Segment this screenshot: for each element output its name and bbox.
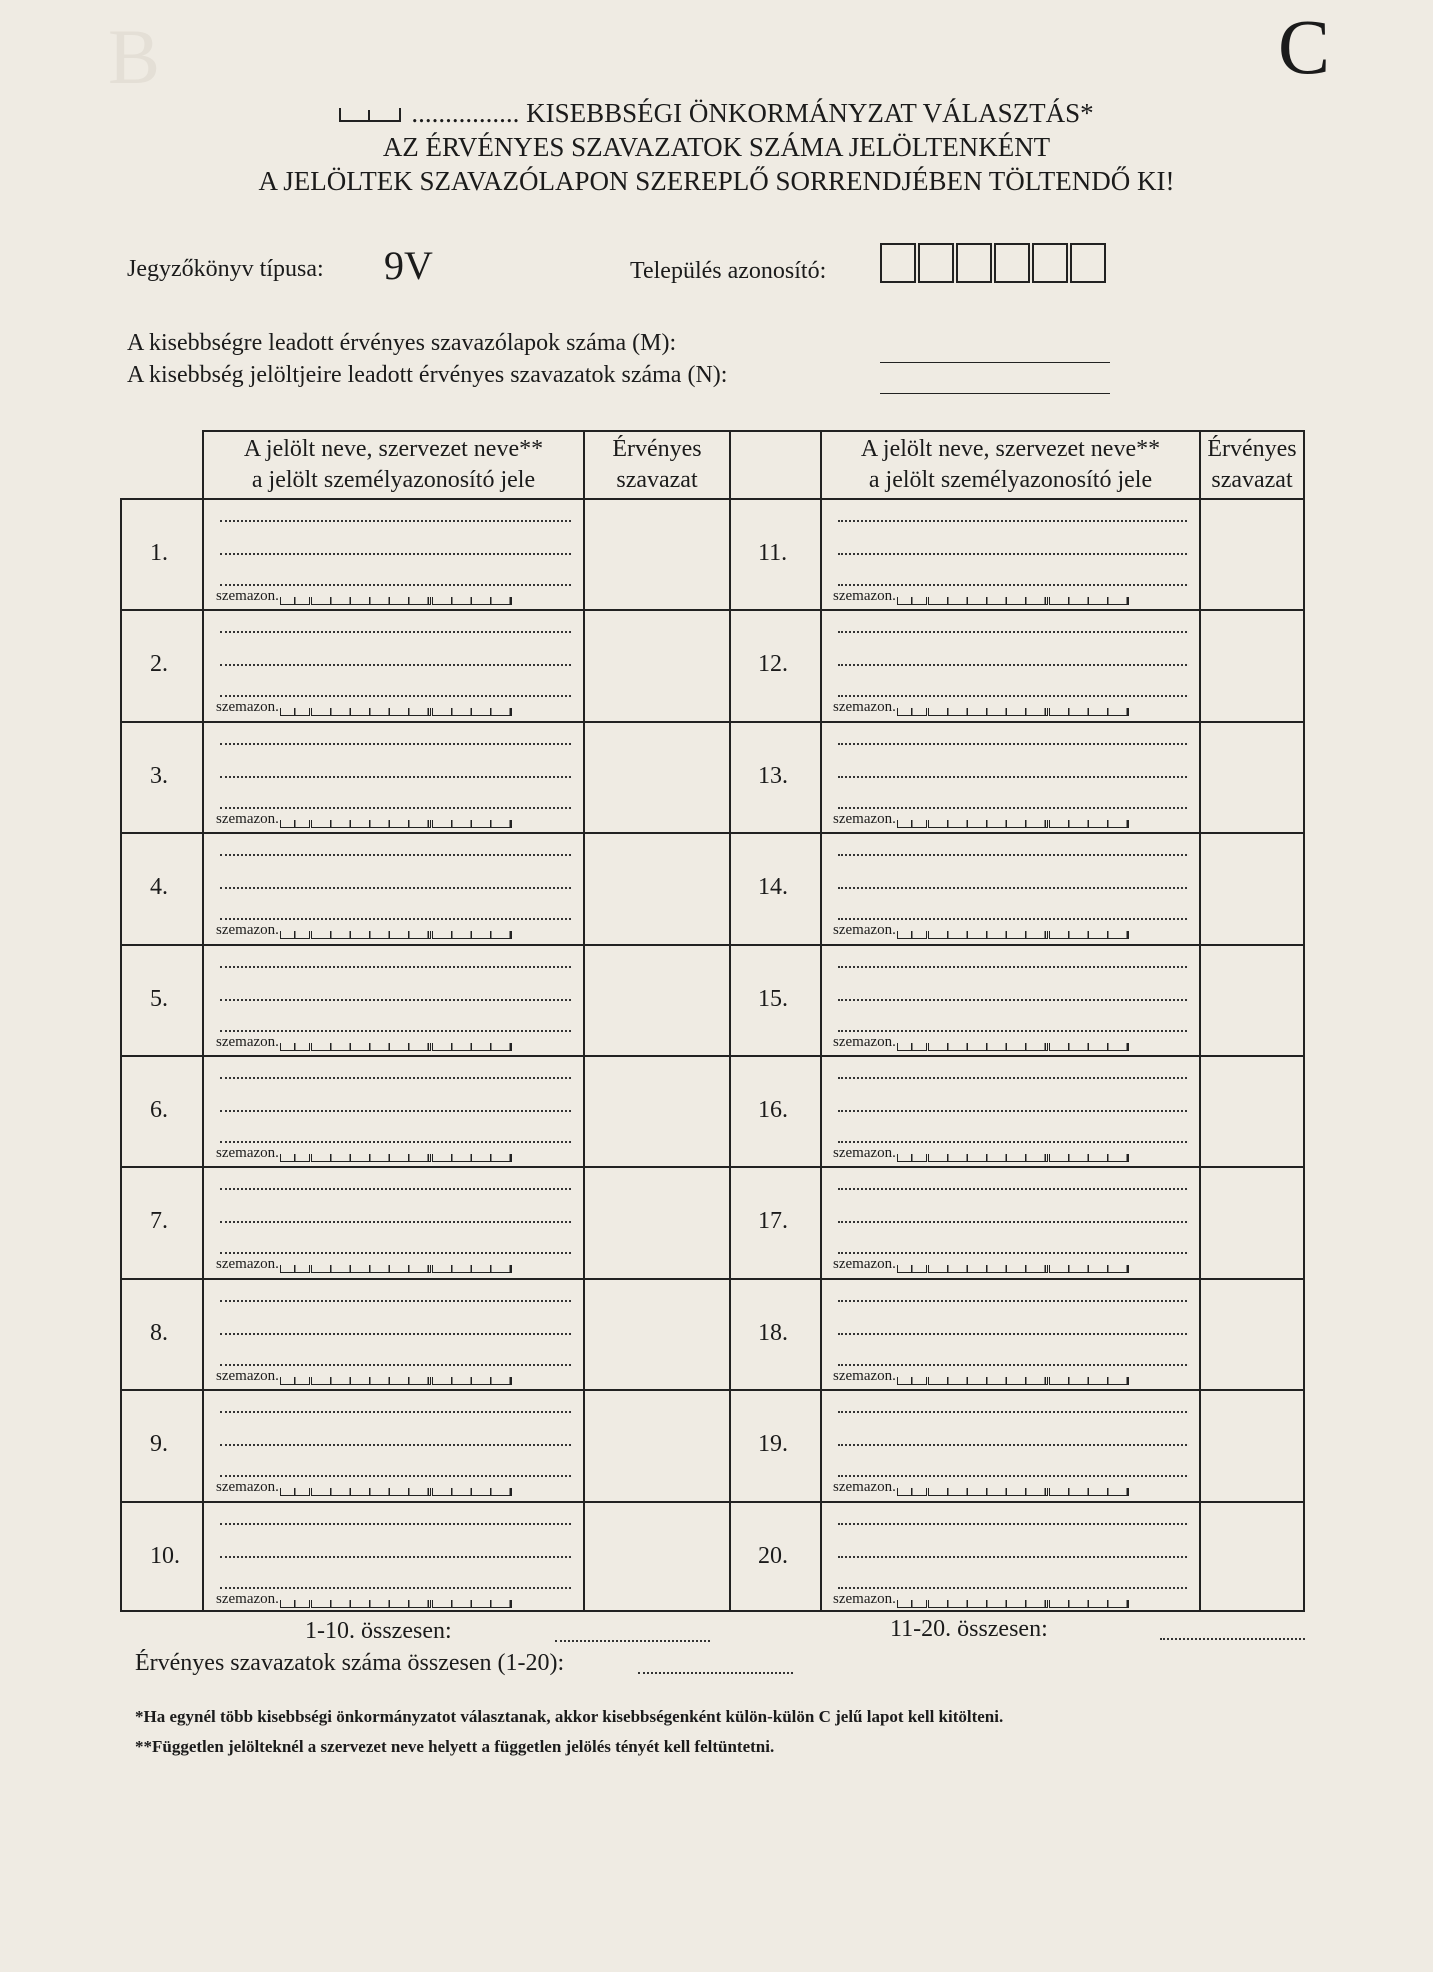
szemazon-label: szemazon.: [833, 699, 896, 715]
settlement-id-boxes[interactable]: [880, 243, 1106, 283]
candidate-name-line[interactable]: [838, 854, 1187, 856]
personal-id-field[interactable]: [216, 1479, 512, 1496]
protocol-type-label: Jegyzőkönyv típusa:: [127, 256, 324, 282]
candidate-name-line[interactable]: [838, 999, 1187, 1001]
candidate-name-line[interactable]: [220, 1475, 571, 1477]
candidate-name-line[interactable]: [838, 1221, 1187, 1223]
form-letter: C: [1278, 3, 1331, 90]
personal-id-boxes[interactable]: [897, 708, 927, 716]
candidate-name-line[interactable]: [838, 966, 1187, 968]
personal-id-boxes[interactable]: [1049, 1265, 1129, 1273]
personal-id-field[interactable]: [833, 1368, 1129, 1385]
personal-id-boxes[interactable]: [1049, 1377, 1129, 1385]
personal-id-boxes[interactable]: [928, 931, 1048, 939]
valid-votes-cell[interactable]: [585, 1057, 727, 1164]
row-number: 11.: [758, 540, 788, 566]
personal-id-field[interactable]: [216, 1368, 512, 1385]
candidate-name-line[interactable]: [220, 1444, 571, 1446]
header-votes-line-2: szavazat: [1211, 467, 1293, 493]
valid-votes-cell[interactable]: [1201, 834, 1303, 941]
szemazon-label: szemazon.: [216, 1479, 279, 1495]
total-11-20-label: 11-20. összesen:: [890, 1616, 1048, 1642]
personal-id-boxes[interactable]: [311, 708, 431, 716]
candidate-name-line[interactable]: [838, 743, 1187, 745]
candidate-name-line[interactable]: [838, 1141, 1187, 1143]
candidate-name-line[interactable]: [838, 1556, 1187, 1558]
personal-id-field[interactable]: [216, 1591, 512, 1608]
szemazon-label: szemazon.: [833, 588, 896, 604]
row-number: 1.: [150, 540, 168, 566]
valid-votes-cell[interactable]: [585, 723, 727, 830]
personal-id-field[interactable]: [216, 1034, 512, 1051]
szemazon-label: szemazon.: [216, 588, 279, 604]
settlement-id-label: Település azonosító:: [630, 258, 827, 284]
candidate-name-line[interactable]: [220, 631, 571, 633]
candidate-name-line[interactable]: [220, 807, 571, 809]
personal-id-field[interactable]: [833, 1034, 1129, 1051]
candidate-name-line[interactable]: [220, 1030, 571, 1032]
row-number: 2.: [150, 651, 168, 677]
personal-id-boxes[interactable]: [311, 1043, 431, 1051]
personal-id-boxes[interactable]: [897, 1043, 927, 1051]
header-votes-left: [585, 434, 729, 496]
szemazon-label: szemazon.: [216, 1034, 279, 1050]
header-candidate-right: [822, 434, 1199, 496]
minority-code-box[interactable]: [339, 108, 401, 122]
row-number: 16.: [758, 1097, 788, 1123]
row-number: 3.: [150, 763, 168, 789]
personal-id-boxes[interactable]: [897, 1488, 927, 1496]
candidate-name-line[interactable]: [838, 664, 1187, 666]
szemazon-label: szemazon.: [833, 1368, 896, 1384]
personal-id-boxes[interactable]: [280, 1600, 310, 1608]
personal-id-field[interactable]: [216, 1256, 512, 1273]
szemazon-label: szemazon.: [833, 811, 896, 827]
personal-id-boxes[interactable]: [1049, 1600, 1129, 1608]
settlement-id-box[interactable]: [918, 243, 954, 283]
personal-id-field[interactable]: [216, 922, 512, 939]
personal-id-boxes[interactable]: [928, 1488, 1048, 1496]
valid-votes-cell[interactable]: [585, 946, 727, 1053]
personal-id-boxes[interactable]: [311, 1600, 431, 1608]
personal-id-boxes[interactable]: [280, 931, 310, 939]
szemazon-label: szemazon.: [216, 1591, 279, 1607]
personal-id-boxes[interactable]: [897, 1377, 927, 1385]
personal-id-field[interactable]: [833, 811, 1129, 828]
row-number: 13.: [758, 763, 788, 789]
row-number: 15.: [758, 986, 788, 1012]
szemazon-label: szemazon.: [833, 1256, 896, 1272]
personal-id-boxes[interactable]: [928, 597, 1048, 605]
personal-id-boxes[interactable]: [897, 1600, 927, 1608]
candidate-name-line[interactable]: [220, 918, 571, 920]
personal-id-boxes[interactable]: [897, 597, 927, 605]
personal-id-boxes[interactable]: [311, 597, 431, 605]
personal-id-boxes[interactable]: [311, 1488, 431, 1496]
candidate-name-line[interactable]: [220, 887, 571, 889]
valid-votes-cell[interactable]: [1201, 723, 1303, 830]
valid-votes-cell[interactable]: [1201, 1280, 1303, 1387]
valid-votes-cell[interactable]: [585, 1168, 727, 1275]
header-name-line-2: a jelölt személyazonosító jele: [251, 467, 536, 493]
settlement-id-box[interactable]: [1032, 243, 1068, 283]
candidate-name-line[interactable]: [838, 1523, 1187, 1525]
szemazon-label: szemazon.: [833, 1145, 896, 1161]
personal-id-boxes[interactable]: [928, 1600, 1048, 1608]
szemazon-label: szemazon.: [833, 1034, 896, 1050]
candidate-name-line[interactable]: [838, 1252, 1187, 1254]
candidate-name-line[interactable]: [220, 1333, 571, 1335]
candidate-name-line[interactable]: [220, 1141, 571, 1143]
candidate-name-line[interactable]: [220, 664, 571, 666]
personal-id-field[interactable]: [833, 922, 1129, 939]
personal-id-boxes[interactable]: [280, 1154, 310, 1162]
header-votes-line-2: szavazat: [616, 467, 698, 493]
valid-votes-cell[interactable]: [585, 1280, 727, 1387]
personal-id-boxes[interactable]: [897, 1154, 927, 1162]
personal-id-boxes[interactable]: [432, 1154, 512, 1162]
row-number: 18.: [758, 1320, 788, 1346]
header-name-line-2: a jelölt személyazonosító jele: [868, 467, 1153, 493]
form-title: [0, 96, 1433, 198]
candidate-name-line[interactable]: [220, 1077, 571, 1079]
personal-id-boxes[interactable]: [1049, 1154, 1129, 1162]
personal-id-boxes[interactable]: [928, 1043, 1048, 1051]
row-number: 20.: [758, 1543, 788, 1569]
title-line-1: ................ KISEBBSÉGI ÖNKORMÁNYZAT VÁLASZTÁS*: [411, 98, 1094, 128]
personal-id-boxes[interactable]: [311, 820, 431, 828]
row-number: 19.: [758, 1431, 788, 1457]
candidate-name-line[interactable]: [838, 1364, 1187, 1366]
szemazon-label: szemazon.: [216, 699, 279, 715]
row-number: 14.: [758, 874, 788, 900]
candidate-name-line[interactable]: [838, 1333, 1187, 1335]
candidate-name-line[interactable]: [220, 1587, 571, 1589]
votes-count-label: A kisebbség jelöltjeire leadott érvényes szavazatok száma (N):: [127, 362, 728, 388]
personal-id-boxes[interactable]: [1049, 1043, 1129, 1051]
personal-id-boxes[interactable]: [311, 931, 431, 939]
personal-id-field[interactable]: [216, 699, 512, 716]
personal-id-field[interactable]: [833, 588, 1129, 605]
personal-id-boxes[interactable]: [311, 1265, 431, 1273]
personal-id-field[interactable]: [216, 811, 512, 828]
settlement-id-box[interactable]: [1070, 243, 1106, 283]
background-letter-b: B: [108, 13, 161, 100]
personal-id-boxes[interactable]: [432, 1043, 512, 1051]
candidate-name-line[interactable]: [220, 1556, 571, 1558]
candidate-name-line[interactable]: [838, 1475, 1187, 1477]
candidate-name-line[interactable]: [220, 1188, 571, 1190]
szemazon-label: szemazon.: [833, 1591, 896, 1607]
row-number: 10.: [150, 1543, 180, 1569]
header-votes-right: [1201, 434, 1303, 496]
szemazon-label: szemazon.: [833, 1479, 896, 1495]
personal-id-boxes[interactable]: [897, 820, 927, 828]
candidate-name-line[interactable]: [220, 999, 571, 1001]
valid-votes-cell[interactable]: [585, 500, 727, 607]
valid-votes-cell[interactable]: [1201, 1057, 1303, 1164]
szemazon-label: szemazon.: [833, 922, 896, 938]
personal-id-boxes[interactable]: [280, 1377, 310, 1385]
personal-id-boxes[interactable]: [432, 820, 512, 828]
personal-id-boxes[interactable]: [432, 1265, 512, 1273]
personal-id-boxes[interactable]: [928, 1265, 1048, 1273]
candidate-name-line[interactable]: [838, 807, 1187, 809]
personal-id-boxes[interactable]: [280, 597, 310, 605]
row-number: 4.: [150, 874, 168, 900]
valid-votes-cell[interactable]: [1201, 946, 1303, 1053]
personal-id-boxes[interactable]: [432, 708, 512, 716]
settlement-id-box[interactable]: [880, 243, 916, 283]
votes-count-field[interactable]: [880, 393, 1110, 394]
candidate-name-line[interactable]: [220, 520, 571, 522]
personal-id-field[interactable]: [833, 699, 1129, 716]
personal-id-boxes[interactable]: [897, 1265, 927, 1273]
row-number: 7.: [150, 1208, 168, 1234]
candidate-name-line[interactable]: [220, 695, 571, 697]
personal-id-boxes[interactable]: [928, 1377, 1048, 1385]
candidate-name-line[interactable]: [220, 1110, 571, 1112]
szemazon-label: szemazon.: [216, 1145, 279, 1161]
candidate-name-line[interactable]: [220, 1252, 571, 1254]
personal-id-boxes[interactable]: [1049, 820, 1129, 828]
header-votes-line-1: Érvényes: [1207, 436, 1297, 462]
candidate-name-line[interactable]: [838, 553, 1187, 555]
personal-id-boxes[interactable]: [280, 1488, 310, 1496]
personal-id-boxes[interactable]: [1049, 1488, 1129, 1496]
personal-id-boxes[interactable]: [432, 1377, 512, 1385]
candidate-name-line[interactable]: [220, 553, 571, 555]
total-11-20-field[interactable]: [1160, 1638, 1305, 1640]
header-divider: [729, 430, 731, 498]
candidate-name-line[interactable]: [838, 1188, 1187, 1190]
personal-id-boxes[interactable]: [280, 820, 310, 828]
szemazon-label: szemazon.: [216, 1256, 279, 1272]
footnote-2: **Független jelölteknél a szervezet neve helyett a független jelölés tényét kell feltüntetni.: [135, 1737, 775, 1756]
candidate-name-line[interactable]: [838, 1300, 1187, 1302]
personal-id-boxes[interactable]: [1049, 708, 1129, 716]
personal-id-boxes[interactable]: [897, 931, 927, 939]
title-line-3: A JELÖLTEK SZAVAZÓLAPON SZEREPLŐ SORRENDJÉBEN TÖLTENDŐ KI!: [258, 166, 1175, 196]
personal-id-boxes[interactable]: [432, 1488, 512, 1496]
header-name-line-1: A jelölt neve, szervezet neve**: [243, 436, 544, 462]
personal-id-field[interactable]: [216, 1145, 512, 1162]
candidate-name-line[interactable]: [838, 1110, 1187, 1112]
header-candidate-left: [204, 434, 583, 496]
candidate-name-line[interactable]: [220, 966, 571, 968]
valid-votes-cell[interactable]: [585, 611, 727, 718]
personal-id-field[interactable]: [833, 1479, 1129, 1496]
candidate-name-line[interactable]: [838, 887, 1187, 889]
row-number: 17.: [758, 1208, 788, 1234]
candidate-name-line[interactable]: [838, 584, 1187, 586]
szemazon-label: szemazon.: [216, 922, 279, 938]
personal-id-boxes[interactable]: [928, 708, 1048, 716]
protocol-type-value: 9V: [384, 243, 433, 288]
candidate-name-line[interactable]: [220, 1221, 571, 1223]
title-line-2: AZ ÉRVÉNYES SZAVAZATOK SZÁMA JELÖLTENKÉNT: [382, 132, 1051, 162]
header-name-line-1: A jelölt neve, szervezet neve**: [860, 436, 1161, 462]
personal-id-field[interactable]: [216, 588, 512, 605]
total-1-10-field[interactable]: [555, 1640, 710, 1642]
personal-id-boxes[interactable]: [311, 1154, 431, 1162]
row-number: 12.: [758, 651, 788, 677]
candidate-name-line[interactable]: [220, 776, 571, 778]
settlement-id-box[interactable]: [994, 243, 1030, 283]
candidate-name-line[interactable]: [838, 631, 1187, 633]
personal-id-boxes[interactable]: [280, 1265, 310, 1273]
row-number: 6.: [150, 1097, 168, 1123]
szemazon-label: szemazon.: [216, 811, 279, 827]
row-number: 5.: [150, 986, 168, 1012]
valid-votes-cell[interactable]: [1201, 1503, 1303, 1610]
candidate-name-line[interactable]: [838, 1077, 1187, 1079]
valid-votes-cell[interactable]: [1201, 1391, 1303, 1498]
candidate-name-line[interactable]: [220, 854, 571, 856]
valid-votes-cell[interactable]: [585, 1391, 727, 1498]
personal-id-boxes[interactable]: [280, 1043, 310, 1051]
personal-id-field[interactable]: [833, 1256, 1129, 1273]
personal-id-boxes[interactable]: [432, 931, 512, 939]
personal-id-boxes[interactable]: [432, 597, 512, 605]
header-votes-line-1: Érvényes: [612, 436, 702, 462]
personal-id-boxes[interactable]: [1049, 597, 1129, 605]
row-number: 8.: [150, 1320, 168, 1346]
total-1-10-label: 1-10. összesen:: [305, 1618, 452, 1644]
candidate-name-line[interactable]: [220, 743, 571, 745]
candidate-name-line[interactable]: [220, 584, 571, 586]
personal-id-boxes[interactable]: [280, 708, 310, 716]
footnote-1: *Ha egynél több kisebbségi önkormányzatot választanak, akkor kisebbségenként külön-külön C jelű lapot kell kitölteni.: [135, 1707, 1004, 1726]
settlement-id-box[interactable]: [956, 243, 992, 283]
personal-id-boxes[interactable]: [1049, 931, 1129, 939]
total-all-field[interactable]: [638, 1672, 793, 1674]
ballots-count-label: A kisebbségre leadott érvényes szavazólapok száma (M):: [127, 330, 677, 356]
valid-votes-cell[interactable]: [1201, 1168, 1303, 1275]
valid-votes-cell[interactable]: [1201, 611, 1303, 718]
personal-id-field[interactable]: [833, 1145, 1129, 1162]
personal-id-boxes[interactable]: [928, 820, 1048, 828]
personal-id-boxes[interactable]: [928, 1154, 1048, 1162]
personal-id-boxes[interactable]: [311, 1377, 431, 1385]
candidate-name-line[interactable]: [838, 1411, 1187, 1413]
candidate-name-line[interactable]: [220, 1523, 571, 1525]
candidate-name-line[interactable]: [838, 520, 1187, 522]
candidate-name-line[interactable]: [838, 918, 1187, 920]
personal-id-field[interactable]: [833, 1591, 1129, 1608]
personal-id-boxes[interactable]: [432, 1600, 512, 1608]
candidate-name-line[interactable]: [838, 1587, 1187, 1589]
candidate-name-line[interactable]: [220, 1364, 571, 1366]
valid-votes-cell[interactable]: [1201, 500, 1303, 607]
candidate-name-line[interactable]: [838, 695, 1187, 697]
valid-votes-cell[interactable]: [585, 1503, 727, 1610]
candidate-name-line[interactable]: [838, 1030, 1187, 1032]
candidate-name-line[interactable]: [838, 776, 1187, 778]
candidate-name-line[interactable]: [838, 1444, 1187, 1446]
szemazon-label: szemazon.: [216, 1368, 279, 1384]
row-number: 9.: [150, 1431, 168, 1457]
candidate-name-line[interactable]: [220, 1300, 571, 1302]
valid-votes-cell[interactable]: [585, 834, 727, 941]
candidate-name-line[interactable]: [220, 1411, 571, 1413]
ballots-count-field[interactable]: [880, 362, 1110, 363]
total-all-label: Érvényes szavazatok száma összesen (1-20):: [135, 1650, 565, 1676]
